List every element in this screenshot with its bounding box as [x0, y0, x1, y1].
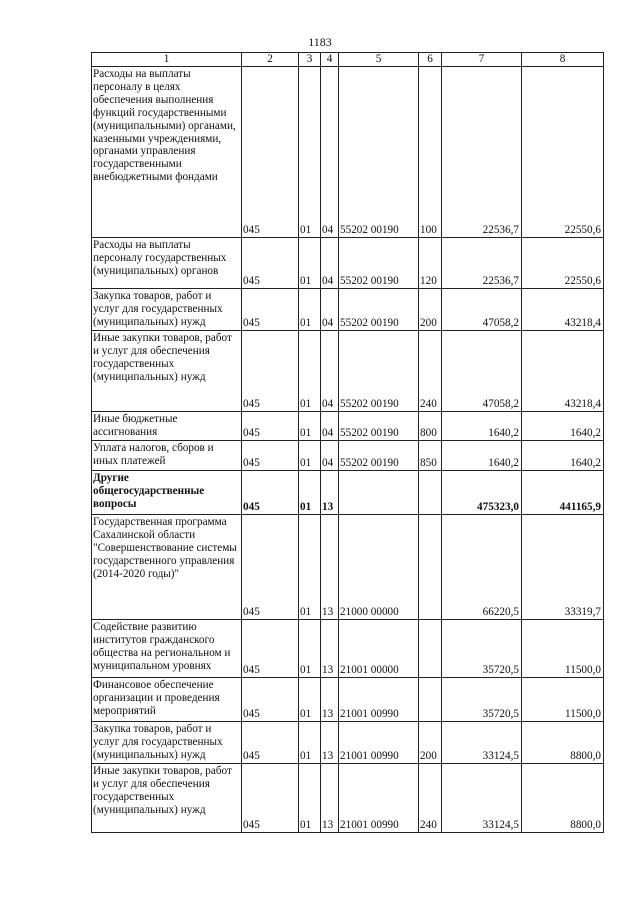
- row-amount-2: 11500,0: [522, 620, 604, 678]
- row-amount-1: 33124,5: [442, 764, 522, 833]
- row-description: Государственная программа Сахалинской области "Совершенствование системы государственного управления (2014-2020 годы)": [92, 515, 242, 620]
- row-code-section: 01: [299, 471, 321, 515]
- row-code-admin: 045: [242, 620, 299, 678]
- row-amount-2: 441165,9: [522, 471, 604, 515]
- row-amount-1: 33124,5: [442, 722, 522, 764]
- row-code-target: 21001 00990: [339, 678, 419, 722]
- row-amount-2: 8800,0: [522, 764, 604, 833]
- table-row: [92, 620, 604, 678]
- row-code-subsection: 13: [321, 620, 339, 678]
- row-code-expense-type: 240: [419, 331, 442, 412]
- row-code-expense-type: 200: [419, 289, 442, 331]
- row-code-section: 01: [299, 331, 321, 412]
- row-code-admin: 045: [242, 331, 299, 412]
- row-code-expense-type: 240: [419, 764, 442, 833]
- row-description: Содействие развитию институтов гражданского общества на региональном и муниципальном уровнях: [92, 620, 242, 678]
- row-description: Уплата налогов, сборов и иных платежей: [92, 441, 242, 471]
- row-code-expense-type: 200: [419, 722, 442, 764]
- table-row: [92, 678, 604, 722]
- row-code-target: 55202 00190: [339, 67, 419, 238]
- row-code-expense-type: [419, 620, 442, 678]
- table-row: [92, 515, 604, 620]
- row-code-section: 01: [299, 441, 321, 471]
- row-description: Другие общегосударственные вопросы: [92, 471, 242, 515]
- row-amount-1: 47058,2: [442, 331, 522, 412]
- row-code-target: 55202 00190: [339, 441, 419, 471]
- row-amount-1: 35720,5: [442, 678, 522, 722]
- row-code-subsection: 13: [321, 471, 339, 515]
- row-amount-1: 22536,7: [442, 238, 522, 289]
- row-amount-2: 22550,6: [522, 67, 604, 238]
- row-code-subsection: 04: [321, 441, 339, 471]
- row-code-subsection: 13: [321, 678, 339, 722]
- column-header: 1: [92, 53, 242, 67]
- row-code-section: 01: [299, 722, 321, 764]
- row-code-subsection: 04: [321, 331, 339, 412]
- row-amount-2: 22550,6: [522, 238, 604, 289]
- row-code-admin: 045: [242, 238, 299, 289]
- row-amount-2: 1640,2: [522, 412, 604, 441]
- row-code-target: 55202 00190: [339, 289, 419, 331]
- row-code-section: 01: [299, 67, 321, 238]
- table-header-row: [92, 53, 604, 67]
- row-amount-2: 1640,2: [522, 441, 604, 471]
- row-amount-2: 43218,4: [522, 289, 604, 331]
- row-description: Финансовое обеспечение организации и проведения мероприятий: [92, 678, 242, 722]
- row-amount-1: 35720,5: [442, 620, 522, 678]
- column-header: 4: [321, 53, 339, 67]
- row-code-subsection: 04: [321, 67, 339, 238]
- row-code-target: 21001 00990: [339, 764, 419, 833]
- column-header: 3: [299, 53, 321, 67]
- row-code-section: 01: [299, 289, 321, 331]
- row-code-admin: 045: [242, 515, 299, 620]
- row-code-admin: 045: [242, 67, 299, 238]
- row-code-subsection: 04: [321, 412, 339, 441]
- row-description: Иные бюджетные ассигнования: [92, 412, 242, 441]
- row-code-section: 01: [299, 412, 321, 441]
- row-code-admin: 045: [242, 722, 299, 764]
- table-row: [92, 471, 604, 515]
- row-code-target: 21001 00000: [339, 620, 419, 678]
- row-amount-2: 33319,7: [522, 515, 604, 620]
- row-code-expense-type: 800: [419, 412, 442, 441]
- row-code-section: 01: [299, 515, 321, 620]
- row-code-subsection: 13: [321, 722, 339, 764]
- row-description: Иные закупки товаров, работ и услуг для обеспечения государственных (муниципальных) нужд: [92, 764, 242, 833]
- table-row: [92, 238, 604, 289]
- row-code-expense-type: [419, 678, 442, 722]
- table-row: [92, 764, 604, 833]
- row-code-expense-type: 100: [419, 67, 442, 238]
- row-description: Расходы на выплаты персоналу в целях обеспечения выполнения функций государственными (муниципальными) органами, казенными учреждениями, органами управления государственными внебюджетными фондами: [92, 67, 242, 238]
- row-code-target: 55202 00190: [339, 412, 419, 441]
- row-code-target: 21000 00000: [339, 515, 419, 620]
- table-row: [92, 441, 604, 471]
- row-code-section: 01: [299, 764, 321, 833]
- row-amount-1: 1640,2: [442, 412, 522, 441]
- row-code-subsection: 04: [321, 289, 339, 331]
- table-row: [92, 412, 604, 441]
- row-amount-1: 1640,2: [442, 441, 522, 471]
- row-amount-1: 22536,7: [442, 67, 522, 238]
- row-amount-2: 43218,4: [522, 331, 604, 412]
- table-body: [92, 67, 604, 833]
- row-description: Расходы на выплаты персоналу государственных (муниципальных) органов: [92, 238, 242, 289]
- row-code-admin: 045: [242, 471, 299, 515]
- row-code-admin: 045: [242, 289, 299, 331]
- column-header: 6: [419, 53, 442, 67]
- row-code-admin: 045: [242, 412, 299, 441]
- column-header: 5: [339, 53, 419, 67]
- row-amount-1: 47058,2: [442, 289, 522, 331]
- row-code-section: 01: [299, 678, 321, 722]
- column-header: 2: [242, 53, 299, 67]
- budget-table: [91, 52, 604, 833]
- row-amount-1: 66220,5: [442, 515, 522, 620]
- row-code-section: 01: [299, 620, 321, 678]
- row-amount-1: 475323,0: [442, 471, 522, 515]
- row-code-subsection: 13: [321, 515, 339, 620]
- row-code-subsection: 04: [321, 238, 339, 289]
- row-code-admin: 045: [242, 441, 299, 471]
- table-row: [92, 722, 604, 764]
- row-description: Закупка товаров, работ и услуг для государственных (муниципальных) нужд: [92, 722, 242, 764]
- row-description: Иные закупки товаров, работ и услуг для обеспечения государственных (муниципальных) нужд: [92, 331, 242, 412]
- row-code-target: 55202 00190: [339, 331, 419, 412]
- row-code-target: [339, 471, 419, 515]
- column-header: 7: [442, 53, 522, 67]
- table-row: [92, 67, 604, 238]
- row-code-admin: 045: [242, 764, 299, 833]
- row-code-expense-type: 120: [419, 238, 442, 289]
- page-number: 1183: [308, 35, 332, 49]
- table-row: [92, 331, 604, 412]
- row-amount-2: 11500,0: [522, 678, 604, 722]
- row-description: Закупка товаров, работ и услуг для государственных (муниципальных) нужд: [92, 289, 242, 331]
- row-code-expense-type: 850: [419, 441, 442, 471]
- row-code-admin: 045: [242, 678, 299, 722]
- row-amount-2: 8800,0: [522, 722, 604, 764]
- row-code-section: 01: [299, 238, 321, 289]
- row-code-expense-type: [419, 515, 442, 620]
- column-header: 8: [522, 53, 604, 67]
- row-code-target: 55202 00190: [339, 238, 419, 289]
- row-code-subsection: 13: [321, 764, 339, 833]
- table-row: [92, 289, 604, 331]
- row-code-target: 21001 00990: [339, 722, 419, 764]
- row-code-expense-type: [419, 471, 442, 515]
